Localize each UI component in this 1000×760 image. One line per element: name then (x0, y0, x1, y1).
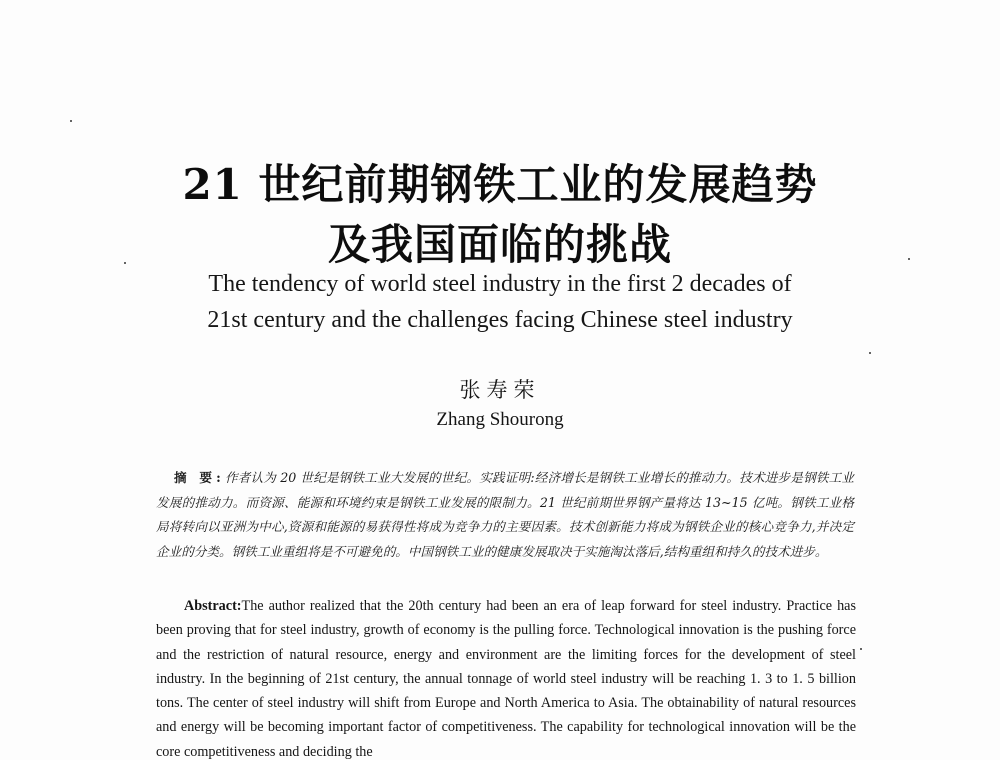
abstract-english (156, 594, 856, 760)
scan-speck (908, 258, 910, 260)
scan-speck (869, 352, 871, 354)
author-name-chinese: 张寿荣 (459, 378, 541, 402)
abstract-chinese (156, 466, 854, 564)
title-english-line-1: The tendency of world steel industry in the first 2 decades of (208, 271, 792, 297)
abstract-english-label: Abstract: (184, 598, 242, 614)
author-name-english: Zhang Shourong (436, 409, 564, 430)
scan-speck (70, 120, 72, 122)
scan-speck (124, 262, 126, 264)
title-english-line-2: 21st century and the challenges facing Chinese steel industry (207, 307, 793, 333)
abstract-chinese-label: 摘 要: (174, 470, 225, 485)
title-chinese-line-2: 及我国面临的挑战 (327, 220, 672, 269)
title-chinese-line-1: 21 世纪前期钢铁工业的发展趋势 (182, 160, 818, 209)
abstract-english-text: The author realized that the 20th century had been an era of leap forward for steel industry. Practice has been proving that for steel industry, growth of economy is the pulling force. Technological innovation is the pushing force and the restriction of natural resource, energy and environment are the limiting forces for the development of steel industry. In the beginning of 21st century, the annual tonnage of world steel industry will be reaching 1. 3 to 1. 5 billion tons. The center of steel industry will shift from Europe and North America to Asia. The obtainability of natural resources and energy will be becoming important factor of competitiveness. The capability for technological innovation will be the core competitiveness and deciding the (156, 598, 856, 760)
abstract-chinese-text: 作者认为 20 世纪是钢铁工业大发展的世纪。实践证明:经济增长是钢铁工业增长的推动力。技术进步是钢铁工业发展的推动力。而资源、能源和环境约束是钢铁工业发展的限制力。21 世纪前期世界钢产量将达 13~15 亿吨。钢铁工业格局将转向以亚洲为中心,资源和能源的易获得性将成为竞争力的主要因素。技术创新能力将成为钢铁企业的核心竞争力,并决定企业的分类。钢铁工业重组将是不可避免的。中国钢铁工业的健康发展取决于实施淘汰落后,结构重组和持久的技术进步。 (156, 470, 854, 559)
scan-speck (860, 648, 862, 650)
